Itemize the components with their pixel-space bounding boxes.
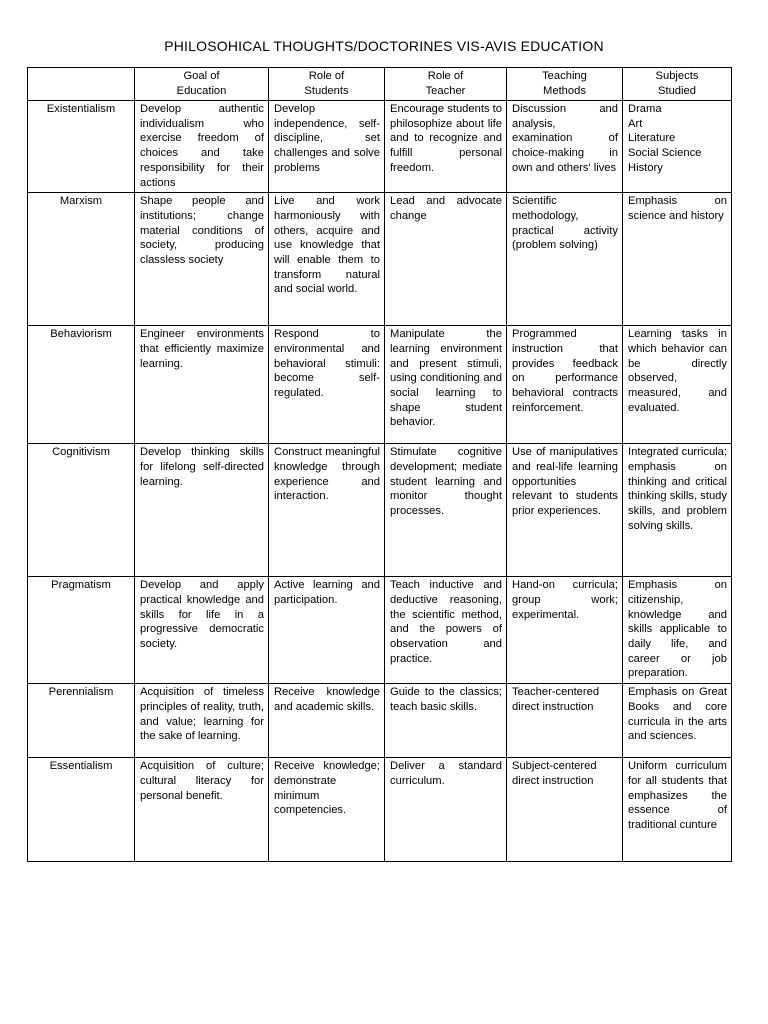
cell-subjects: Uniform curriculum for all students that emphasizes the essence of traditional cunture <box>623 758 732 862</box>
header-teacher: Role of Teacher <box>385 68 507 101</box>
header-students: Role of Students <box>269 68 385 101</box>
cell-goal: Engineer environments that efficiently maximize learning. <box>135 326 269 444</box>
cell-students: Active learning and participation. <box>269 577 385 684</box>
cell-methods: Use of manipulatives and real-life learning opportunities relevant to students prior experiences. <box>507 444 623 577</box>
subject-item: Drama <box>628 103 662 115</box>
cell-methods: Programmed instruction that provides feedback on performance behavioral contracts reinforcement. <box>507 326 623 444</box>
cell-teacher: Guide to the classics; teach basic skills. <box>385 684 507 758</box>
cell-subjects: Learning tasks in which behavior can be directly observed, measured, and evaluated. <box>623 326 732 444</box>
row-philosophy: Cognitivism <box>28 444 135 577</box>
row-philosophy: Pragmatism <box>28 577 135 684</box>
cell-methods: Teacher-centered direct instruction <box>507 684 623 758</box>
cell-methods: Discussion and analysis, examination of choice-making in own and others' lives <box>507 101 623 193</box>
row-philosophy: Behaviorism <box>28 326 135 444</box>
cell-teacher: Lead and advocate change <box>385 193 507 326</box>
table-row <box>28 444 732 577</box>
philosophy-table <box>27 67 732 862</box>
header-methods: Teaching Methods <box>507 68 623 101</box>
row-philosophy: Perennialism <box>28 684 135 758</box>
row-philosophy: Existentialism <box>28 101 135 193</box>
subject-item: History <box>628 161 663 174</box>
cell-subjects: Emphasis on science and history <box>623 193 732 326</box>
cell-methods: Subject-centered direct instruction <box>507 758 623 862</box>
cell-subjects: Emphasis on citizenship, knowledge and skills applicable to daily life, and career or job preparation. <box>623 577 732 684</box>
cell-methods: Hand-on curricula; group work; experimental. <box>507 577 623 684</box>
cell-students: Receive knowledge; demonstrate minimum competencies. <box>269 758 385 862</box>
cell-students: Live and work harmoniously with others, acquire and use knowledge that will enable them to transform natural and social world. <box>269 193 385 326</box>
cell-goal: Develop authentic individualism who exercise freedom of choices and take responsibility for their actions <box>135 101 269 193</box>
cell-teacher: Deliver a standard curriculum. <box>385 758 507 862</box>
cell-students: Respond to environmental and behavioral stimuli: become self-regulated. <box>269 326 385 444</box>
cell-students: Receive knowledge and academic skills. <box>269 684 385 758</box>
table-row <box>28 193 732 326</box>
header-goal: Goal of Education <box>135 68 269 101</box>
subject-item: Art <box>628 117 643 130</box>
header-blank <box>28 68 135 101</box>
cell-teacher: Stimulate cognitive development; mediate student learning and monitor thought processes. <box>385 444 507 577</box>
table-row <box>28 326 732 444</box>
cell-goal: Acquisition of culture; cultural literacy for personal benefit. <box>135 758 269 862</box>
header-subjects: Subjects Studied <box>623 68 732 101</box>
cell-teacher: Teach inductive and deductive reasoning, the scientific method, and the powers of observation and practice. <box>385 577 507 684</box>
subject-item: Social Science <box>628 147 702 160</box>
table-row <box>28 101 732 193</box>
cell-teacher: Manipulate the learning environment and present stimuli, using conditioning and social learning to shape student behavior. <box>385 326 507 444</box>
cell-goal: Acquisition of timeless principles of reality, truth, and value; learning for the sake of learning. <box>135 684 269 758</box>
table-row <box>28 684 732 758</box>
subject-item: Literature <box>628 132 676 145</box>
cell-subjects: Emphasis on Great Books and core curricula in the arts and sciences. <box>623 684 732 758</box>
cell-students: Develop independence, self-discipline, set challenges and solve problems <box>269 101 385 193</box>
page-title: PHILOSOHICAL THOUGHTS/DOCTORINES VIS-AVIS EDUCATION <box>164 38 604 54</box>
cell-methods: Scientific methodology, practical activity (problem solving) <box>507 193 623 326</box>
cell-students: Construct meaningful knowledge through experience and interaction. <box>269 444 385 577</box>
cell-goal: Develop thinking skills for lifelong self-directed learning. <box>135 444 269 577</box>
cell-subjects: Integrated curricula; emphasis on thinking and critical thinking skills, study skills, and problem solving skills. <box>623 444 732 577</box>
cell-goal: Develop and apply practical knowledge and skills for life in a progressive democratic society. <box>135 577 269 684</box>
cell-subjects <box>623 101 732 193</box>
table-row <box>28 758 732 862</box>
header-row <box>28 68 732 101</box>
row-philosophy: Marxism <box>28 193 135 326</box>
cell-teacher: Encourage students to philosophize about life and to recognize and fulfill personal freedom. <box>385 101 507 193</box>
cell-goal: Shape people and institutions; change material conditions of society, producing classless society <box>135 193 269 326</box>
table-row <box>28 577 732 684</box>
row-philosophy: Essentialism <box>28 758 135 862</box>
